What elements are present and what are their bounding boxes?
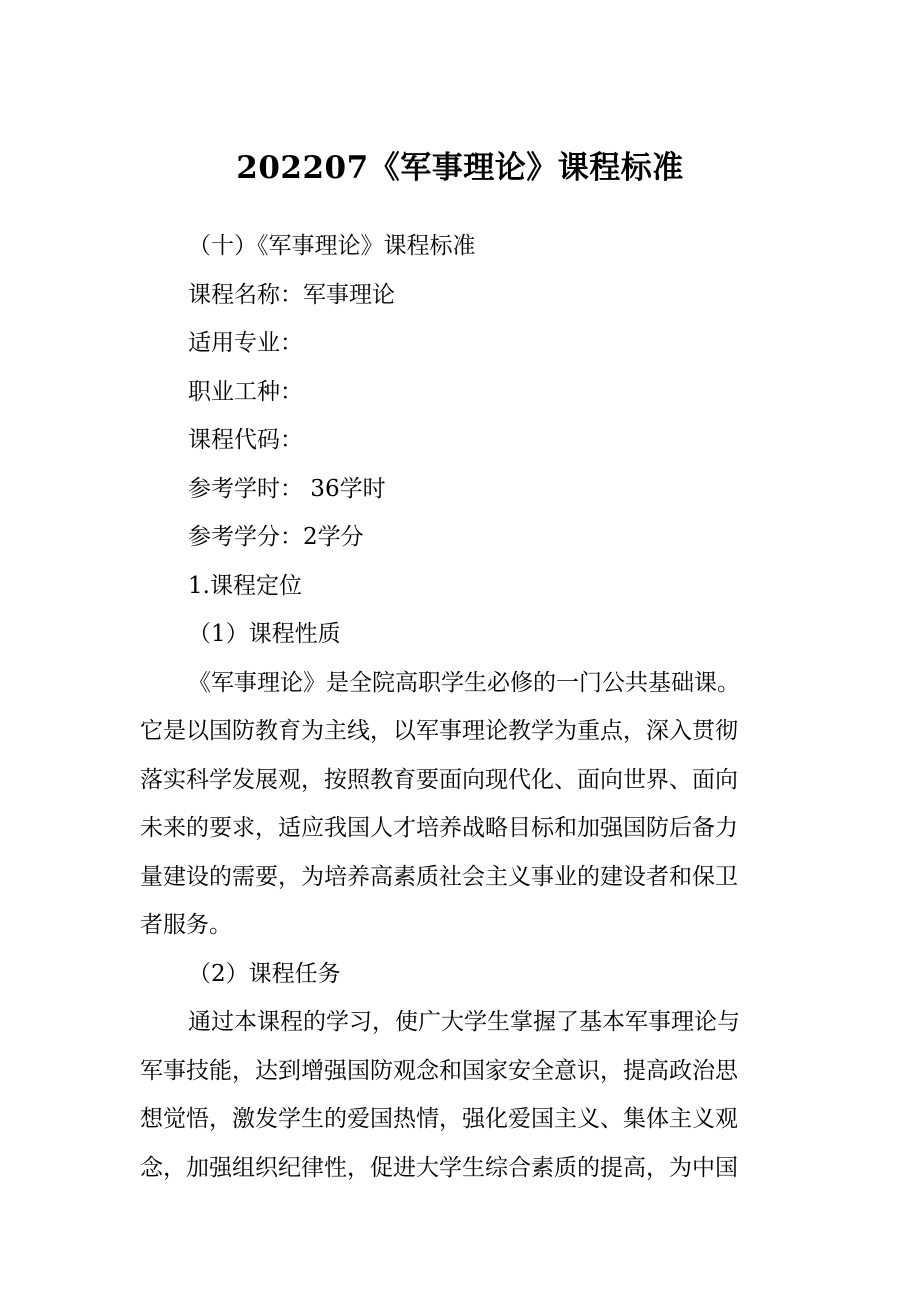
document-title: 202207《军事理论》课程标准 <box>236 150 684 186</box>
paragraph-line: 量建设的需要，为培养高素质社会主义事业的建设者和保卫 <box>140 863 738 890</box>
job-type-line: 职业工种： <box>188 378 303 405</box>
course-name-line: 课程名称：军事理论 <box>188 281 395 308</box>
course-code-line: 课程代码： <box>188 427 303 453</box>
paragraph-line: 军事技能，达到增强国防观念和国家安全意识，提高政治思 <box>140 1057 738 1084</box>
subheading-course-task: （2）课程任务 <box>188 960 341 987</box>
paragraph-line: 想觉悟，激发学生的爱国热情，强化爱国主义、集体主义观 <box>140 1106 738 1132</box>
section-heading-positioning: 1.课程定位 <box>188 572 302 599</box>
paragraph-line: 者服务。 <box>140 912 232 938</box>
subheading-course-nature: （1）课程性质 <box>188 621 341 647</box>
document-body <box>140 222 790 1192</box>
reference-credits-line: 参考学分：2学分 <box>188 524 364 550</box>
applicable-major-line: 适用专业： <box>188 330 303 356</box>
paragraph-line: 通过本课程的学习，使广大学生掌握了基本军事理论与 <box>188 1009 740 1035</box>
paragraph-line: 《军事理论》是全院高职学生必修的一门公共基础课。 <box>188 669 740 696</box>
reference-hours-line: 参考学时： 36学时 <box>188 475 386 502</box>
paragraph-line: 落实科学发展观，按照教育要面向现代化、面向世界、面向 <box>140 766 738 793</box>
paragraph-line: 念，加强组织纪律性，促进大学生综合素质的提高，为中国 <box>140 1154 738 1181</box>
paragraph-line: 未来的要求，适应我国人才培养战略目标和加强国防后备力 <box>140 815 738 841</box>
paragraph-line: 它是以国防教育为主线，以军事理论教学为重点，深入贯彻 <box>140 718 738 744</box>
section-heading-course-standard: （十）《军事理论》课程标准 <box>188 233 476 259</box>
